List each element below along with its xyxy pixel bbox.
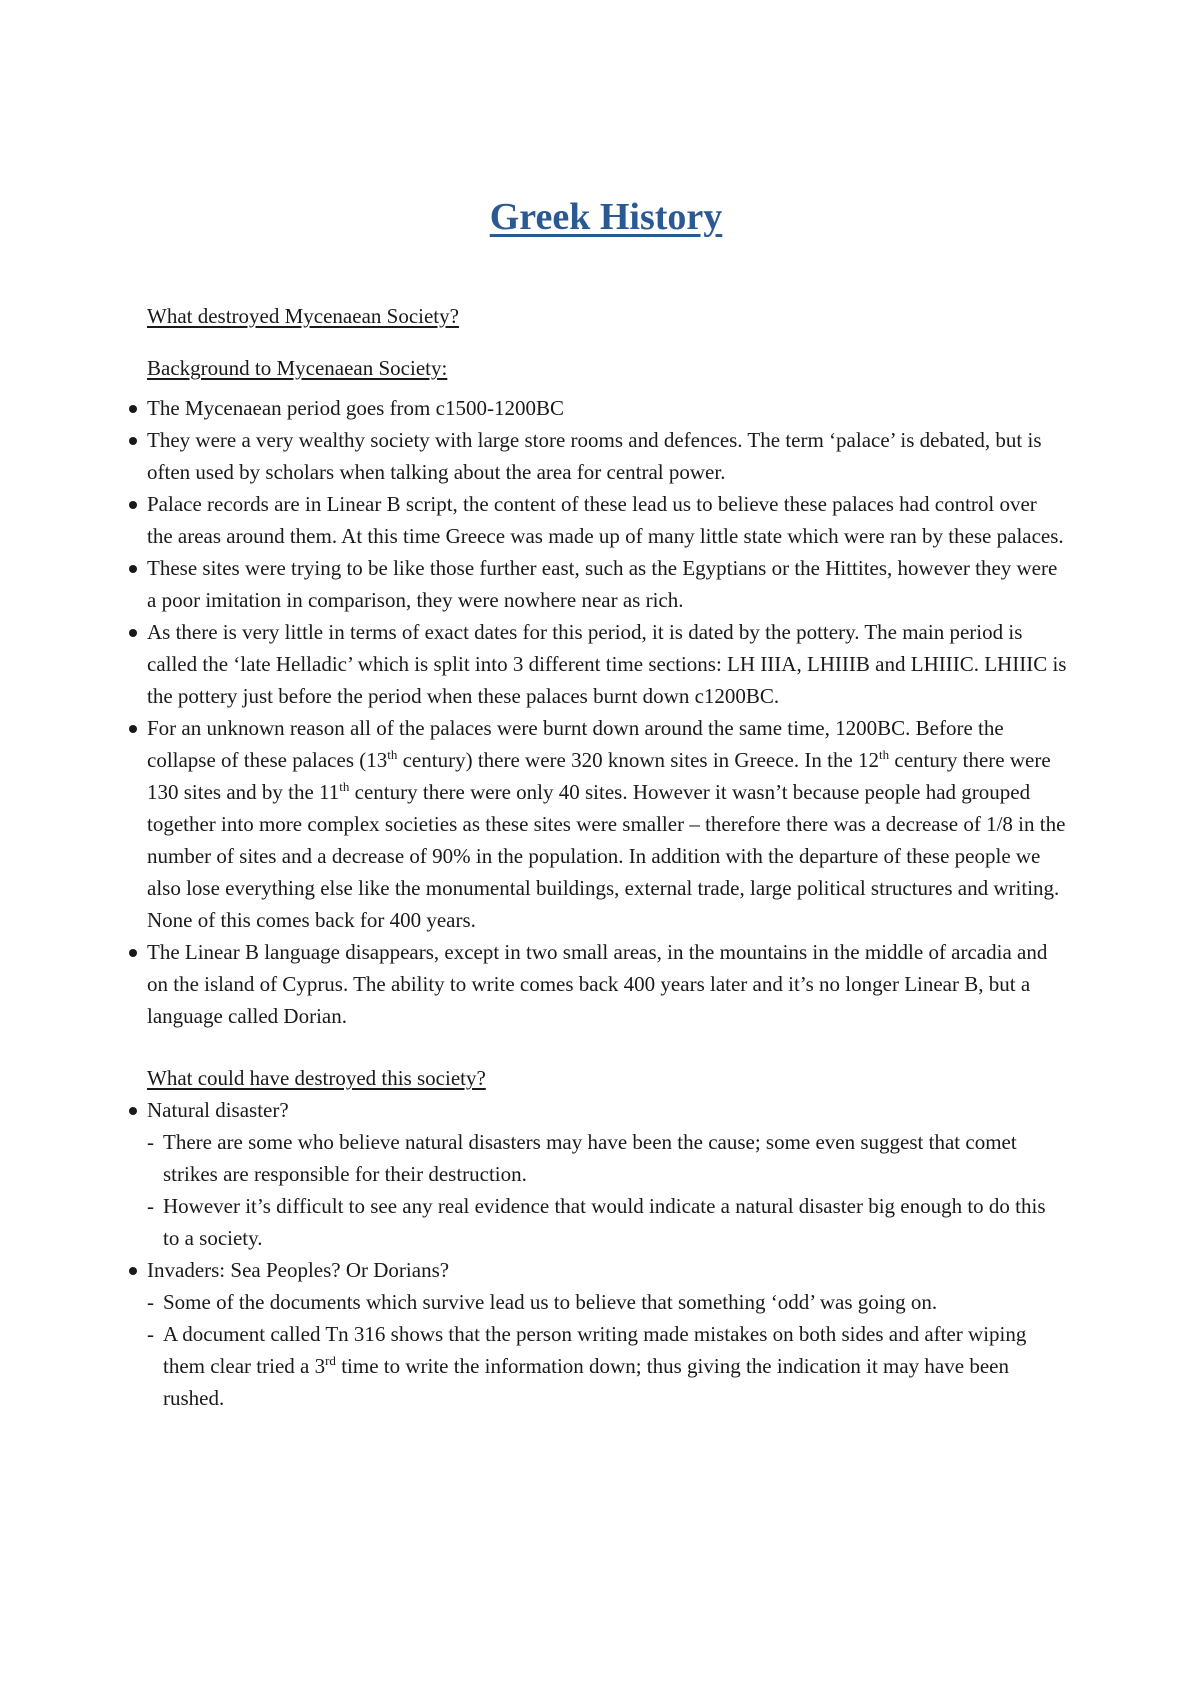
sub-list-item: - There are some who believe natural disasters may have been the cause; some even suggest that comet strikes are responsible for their destruction. [127,1126,1067,1190]
list-item: The Mycenaean period goes from c1500-1200BC [127,392,1067,424]
list-item-natural-disaster [127,1094,1067,1254]
sub-list-item: - However it’s difficult to see any real evidence that would indicate a natural disaster big enough to do this to a society. [127,1190,1067,1254]
list-item: They were a very wealthy society with large store rooms and defences. The term ‘palace’ is debated, but is often used by scholars when talking about the area for central power. [127,424,1067,488]
sub-list-item [127,1318,1067,1414]
superscript: th [339,779,350,794]
cause-label: Invaders: Sea Peoples? Or Dorians? [147,1258,450,1282]
list-item: Palace records are in Linear B script, the content of these lead us to believe these palaces had control over the areas around them. At this time Greece was made up of many little state which were ran by these palaces. [127,488,1067,552]
text-run: For an unknown reason all of the palaces were burnt down around the same time, 1200BC. Before the collapse of these palaces (13 [147,716,1004,772]
section-heading-destroyed: What destroyed Mycenaean Society? [147,304,459,328]
text-run: century there were only 40 sites. However it wasn’t because people had grouped together into more complex societies as these sites were smaller – therefore there was a decrease of 1/8 in the number of sites and a decrease of 90% in the population. In addition with the departure of these people we also lose everything else like the monumental buildings, external trade, large political structures and writing. None of this comes back for 400 years. [147,780,1066,932]
background-list [127,392,1067,1032]
section-heading-background: Background to Mycenaean Society: [147,356,448,380]
list-item-invaders [127,1254,1067,1414]
list-item: The Linear B language disappears, except in two small areas, in the mountains in the middle of arcadia and on the island of Cyprus. The ability to write comes back 400 years later and it’s no longer Linear B, but a language called Dorian. [127,936,1067,1032]
superscript: th [387,747,398,762]
cause-label: Natural disaster? [147,1098,289,1122]
sub-list [127,1286,1067,1414]
section-heading-causes: What could have destroyed this society? [147,1066,486,1090]
list-item: These sites were trying to be like those further east, such as the Egyptians or the Hittites, however they were a poor imitation in comparison, they were nowhere near as rich. [127,552,1067,616]
list-item [127,712,1067,936]
sub-list-item: - Some of the documents which survive lead us to believe that something ‘odd’ was going on. [127,1286,1067,1318]
superscript: th [879,747,890,762]
list-item: As there is very little in terms of exact dates for this period, it is dated by the pottery. The main period is called the ‘late Helladic’ which is split into 3 different time sections: LH IIIA, LHIIIB and LHIIIC. LHIIIC is the pottery just before the period when these palaces burnt down c1200BC. [127,616,1067,712]
document-body [127,300,1067,1414]
text-run: century) there were 320 known sites in Greece. In the 12 [397,748,880,772]
document-title: Greek History [489,196,723,238]
superscript: rd [325,1353,336,1368]
text-run: A document called Tn 316 shows that the person writing made mistakes on both sides and after wiping them clear tried a 3 [163,1322,1027,1378]
text-run: time to write the information down; thus giving the indication it may have been rushed. [163,1354,1009,1410]
text-run: century there were 130 sites and by the 11 [147,748,1051,804]
sub-list [127,1126,1067,1254]
causes-list [127,1094,1067,1414]
